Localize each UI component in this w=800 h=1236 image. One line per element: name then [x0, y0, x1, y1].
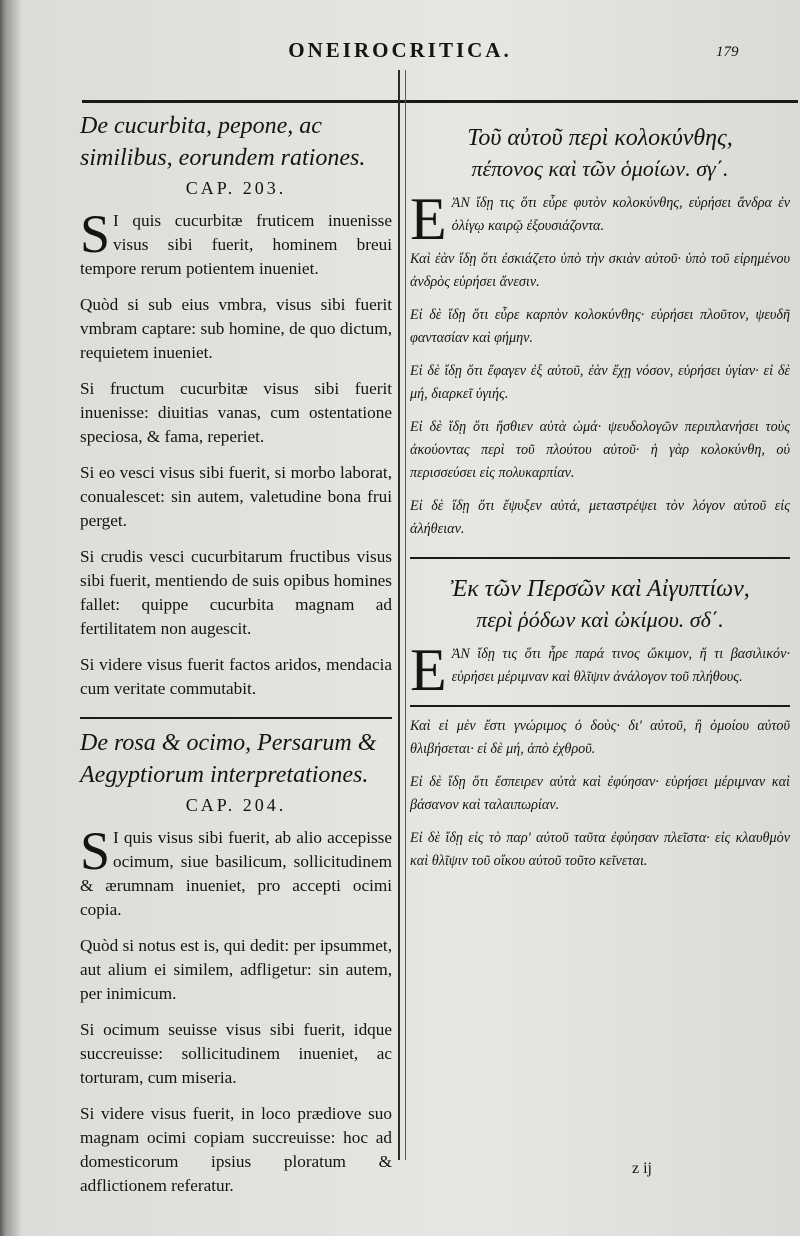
running-head: ONEIROCRITICA.	[288, 38, 512, 62]
drop-cap: S	[80, 821, 111, 881]
paragraph: Καὶ ἐὰν ἴδῃ ὅτι ἐσκιάζετο ὑπὸ τὴν σκιὰν αὐτοῦ· ὑπὸ τοῦ εἰρημένου ἀνδρὸς εὑρήσει ἄνεσιν.	[410, 251, 790, 290]
section-203-cap: CAP. 203.	[185, 178, 287, 198]
paragraph: Εἰ δὲ ἴδῃ ὅτι ἤσθιεν αὐτὰ ὠμά· ψευδολογῶν περιπλανήσει τοὺς ἀκούοντας περὶ τοῦ πλούτου αὐτοῦ· ἡ γὰρ κολοκύνθη, οὐ περισσεύσει εἰς πολυκαρπίαν.	[410, 419, 790, 481]
paragraph: Si ocimum seuisse visus sibi fuerit, idque succreuisse: sollicitudinem inueniet, ac torturam, cum miseria.	[80, 1020, 392, 1087]
paragraph	[410, 186, 790, 252]
section-204-title: De rosa & ocimo, Persarum & Aegyptiorum interpretationes.	[80, 730, 377, 788]
paragraph: Εἰ δὲ ἴδῃ ὅτι εὗρε καρπὸν κολοκύνθης· εὑρήσει πλοῦτον, ψευδῆ φαντασίαν καὶ φήμην.	[410, 307, 790, 346]
paragraph: Εἰ δὲ ἴδῃ ὅτι ἔσπειρεν αὐτὰ καὶ ἐφύησαν· εὑρήσει μέριμναν καὶ βάσανον καὶ ταλαιπωρίαν.	[410, 774, 790, 813]
paragraph: Si videre visus fuerit factos aridos, mendacia cum veritate commutabit.	[80, 655, 392, 698]
paragraph-text: I quis visus sibi fuerit, ab alio accepisse ocimum, siue basilicum, sollicitudinem & ærumnam inueniet, pro accepti ocimi copia.	[80, 828, 392, 919]
greek-section-2-subtitle: περὶ ῥόδων καὶ ὠκίμου. σδ΄.	[476, 607, 724, 632]
paragraph: Si crudis vesci cucurbitarum fructibus visus sibi fuerit, mentiendo de suis opibus homines fallet: quippe cucurbita magnam ad fertilitatem non augescit.	[80, 547, 392, 638]
section-204-cap: CAP. 204.	[185, 795, 287, 815]
paragraph: Si fructum cucurbitæ visus sibi fuerit inuenisse: diuitias vanas, cum ostentatione speciosa, & fama, reperiet.	[80, 379, 392, 446]
signature-mark: z ij	[632, 1160, 652, 1177]
latin-column	[80, 108, 392, 1210]
drop-cap: S	[80, 204, 111, 264]
paragraph: Εἰ δὲ ἴδῃ ὅτι ἔψυξεν αὐτά, μεταστρέψει τὸν λόγον αὐτοῦ εἰς ἀλήθειαν.	[410, 498, 790, 537]
greek-section-1-title: Τοῦ αὐτοῦ περὶ κολοκύνθης,	[467, 125, 733, 151]
section-203-title: De cucurbita, pepone, ac similibus, eorundem rationes.	[80, 113, 366, 171]
section-rule	[80, 717, 392, 719]
paragraph: Quòd si sub eius vmbra, visus sibi fuerit vmbram captare: sub homine, de quo dictum, requietem inueniet.	[80, 295, 392, 362]
column-divider	[398, 70, 400, 1160]
paragraph-text: ἈΝ ἴδῃ τις ὅτι ἦρε παρά τινος ὤκιμον, ἤ τι βασιλικόν· εὑρήσει μέριμναν καὶ θλῖψιν ἀνάλογον τοῦ πλήθους.	[451, 646, 790, 685]
section-rule	[410, 705, 790, 707]
paragraph: Εἰ δὲ ἴδῃ ὅτι ἔφαγεν ἐξ αὐτοῦ, ἐὰν ἔχῃ νόσον, εὑρήσει ὑγίαν· εἰ δὲ μή, διαρκεῖ ὑγιής.	[410, 363, 790, 402]
paragraph: Καὶ εἰ μὲν ἔστι γνώριμος ὁ δοὺς· δι' αὐτοῦ, ἢ ὁμοίου αὐτοῦ θλιβήσεται· εἰ δὲ μή, ἀπὸ ἐχθροῦ.	[410, 718, 790, 757]
column-divider-inner	[405, 70, 406, 1160]
paragraph-text: I quis cucurbitæ fruticem inuenisse visus sibi fuerit, hominem breui tempore rerum potientem inueniet.	[80, 211, 392, 278]
greek-section-2-title: Ἐκ τῶν Περσῶν καὶ Αἰγυπτίων,	[450, 576, 750, 602]
paragraph	[410, 637, 790, 703]
paragraph: Εἰ δὲ ἴδῃ εἰς τὸ παρ' αὐτοῦ ταῦτα ἐφύησαν πλεῖστα· εἰς κλαυθμὸν καὶ θλῖψιν τοῦ οἴκου αὐτοῦ τοῦτο κεῖνεται.	[410, 830, 790, 869]
paragraph-text: ἈΝ ἴδῃ τις ὅτι εὗρε φυτὸν κολοκύνθης, εὑρήσει ἄνδρα ἐν ὀλίγῳ καιρῷ ἐξουσιάζοντα.	[451, 195, 790, 234]
section-rule	[410, 557, 790, 559]
greek-section-1-subtitle: πέπονος καὶ τῶν ὁμοίων. σγ΄.	[471, 156, 729, 181]
paragraph: Quòd si notus est is, qui dedit: per ipsummet, aut alium ei similem, adfligetur: sin autem, per inimicum.	[80, 936, 392, 1003]
paragraph	[80, 821, 392, 922]
paragraph: Si videre visus fuerit, in loco prædiove suo magnam ocimi copiam succreuisse: hoc ad domesticorum ipsius ploratum & adflictionem referatur.	[80, 1104, 392, 1195]
page-number: 179	[716, 44, 739, 60]
header-rule	[82, 100, 798, 103]
paragraph: Si eo vesci visus sibi fuerit, si morbo laborat, conualescet: sin autem, valetudine bona frui perget.	[80, 463, 392, 530]
paragraph	[80, 204, 392, 281]
drop-cap: Ε	[410, 186, 447, 252]
drop-cap: Ε	[410, 637, 447, 703]
greek-column	[410, 108, 790, 883]
